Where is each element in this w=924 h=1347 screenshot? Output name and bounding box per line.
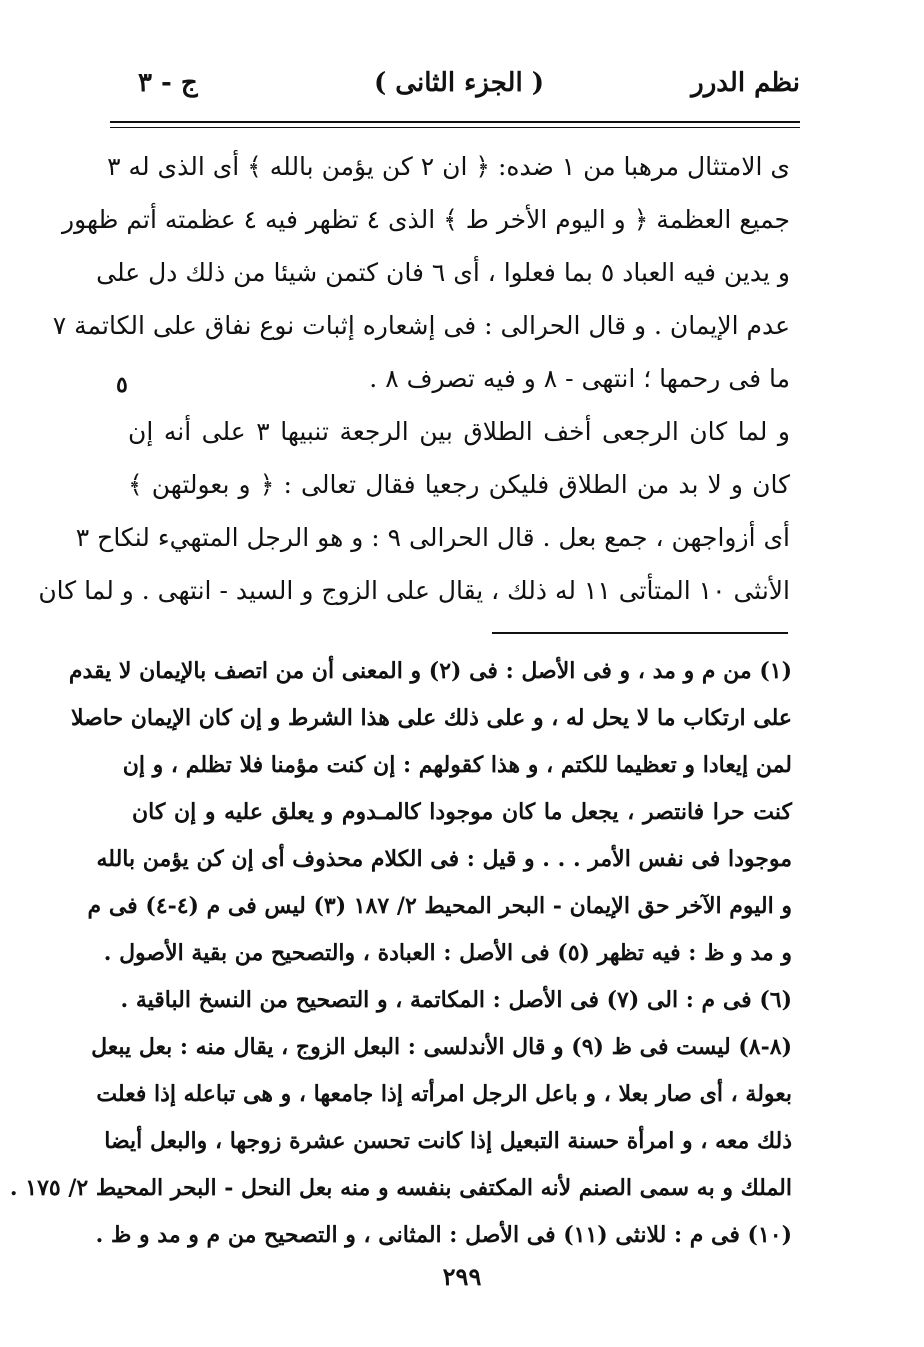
main-line: و يدين فيه العباد ٥ بما فعلوا ، أى ٦ فان كتمن شيئا من ذلك دل على: [96, 258, 790, 287]
footnote-line: على ارتكاب ما لا يحل له ، و على ذلك على هذا الشرط و إن كان الإيمان حاصلا: [70, 705, 792, 731]
footnote-line: لمن إيعادا و تعظيما للكتم ، و هذا كقولهم : إن كنت مؤمنا فلا تظلم ، و إن: [122, 752, 792, 778]
main-line: ى الامتثال مرهبا من ١ ضده: ﴿ ان ٢ كن يؤمن بالله ﴾ أى الذى له ٣: [107, 152, 790, 181]
main-line: و لما كان الرجعى أخف الطلاق بين الرجعة تنبيها ٣ على أنه إن: [128, 417, 790, 446]
header-rule-thin: [110, 127, 800, 128]
footnotes: [9, 648, 792, 1259]
main-line: كان و لا بد من الطلاق فليكن رجعيا فقال تعالى : ﴿ و بعولتهن ﴾: [128, 470, 790, 499]
footnote-line: (١) من م و مد ، و فى الأصل : فى (٢) و المعنى أن من اتصف بالإيمان لا يقدم: [68, 658, 792, 684]
main-line: الأنثى ١٠ المتأتى ١١ له ذلك ، يقال على الزوج و السيد - انتهى . و لما كان: [38, 576, 790, 605]
footnote-line: (١٠) فى م : للانثى (١١) فى الأصل : المثانى ، و التصحيح من م و مد و ظ .: [95, 1222, 792, 1248]
main-line: أى أزواجهن ، جمع بعل . قال الحرالى ٩ : و هو الرجل المتهيء لنكاح ٣: [75, 523, 790, 552]
header-rule-thick: [110, 121, 800, 123]
footnote-line: و مد و ظ : فيه تظهر (٥) فى الأصل : العبادة ، والتصحيح من بقية الأصول .: [103, 940, 792, 966]
footnote-line: ذلك معه ، و امرأة حسنة التبعيل إذا كانت تحسن عشرة زوجها ، والبعل أيضا: [104, 1128, 792, 1154]
footnote-line: موجودا فى نفس الأمر . . . و قيل : فى الكلام محذوف أى إن كن يؤمن بالله: [96, 846, 792, 872]
line-number-marker: ٥: [116, 372, 128, 398]
footnote-line: و اليوم الآخر حق الإيمان - البحر المحيط ٢/ ١٨٧ (٣) ليس فى م (٤-٤) فى م: [87, 893, 792, 919]
main-text: [38, 140, 790, 617]
volume-label: ج - ٣: [138, 68, 198, 98]
page-header: [118, 68, 800, 108]
footnote-line: (٨-٨) ليست فى ظ (٩) و قال الأندلسى : البعل الزوج ، يقال منه : بعل يبعل: [91, 1034, 792, 1060]
part-label: ( الجزء الثانى ): [373, 68, 545, 98]
page-number: ٢٩٩: [442, 1262, 482, 1291]
footnote-line: كنت حرا فانتصر ، يجعل ما كان موجودا كالمـدوم و يعلق عليه و إن كان: [132, 799, 792, 825]
footnote-line: بعولة ، أى صار بعلا ، و باعل الرجل امرأته إذا جامعها ، و هى تباعله إذا فعلت: [96, 1081, 792, 1107]
footnote-line: الملك و به سمى الصنم لأنه المكتفى بنفسه و منه بعل النحل - البحر المحيط ٢/ ١٧٥ .: [9, 1175, 792, 1201]
footnote-rule: [492, 632, 788, 634]
main-line: جميع العظمة ﴿ و اليوم الأخر ط ﴾ الذى ٤ تظهر فيه ٤ عظمته أتم ظهور: [62, 205, 790, 234]
main-line: ما فى رحمها ؛ انتهى - ٨ و فيه تصرف ٨ .: [369, 364, 790, 393]
footnote-line: (٦) فى م : الى (٧) فى الأصل : المكاتمة ، و التصحيح من النسخ الباقية .: [120, 987, 792, 1013]
main-line: عدم الإيمان . و قال الحرالى : فى إشعاره إثبات نوع نفاق على الكاتمة ٧: [52, 311, 790, 340]
book-title: نظم الدرر: [691, 68, 800, 98]
